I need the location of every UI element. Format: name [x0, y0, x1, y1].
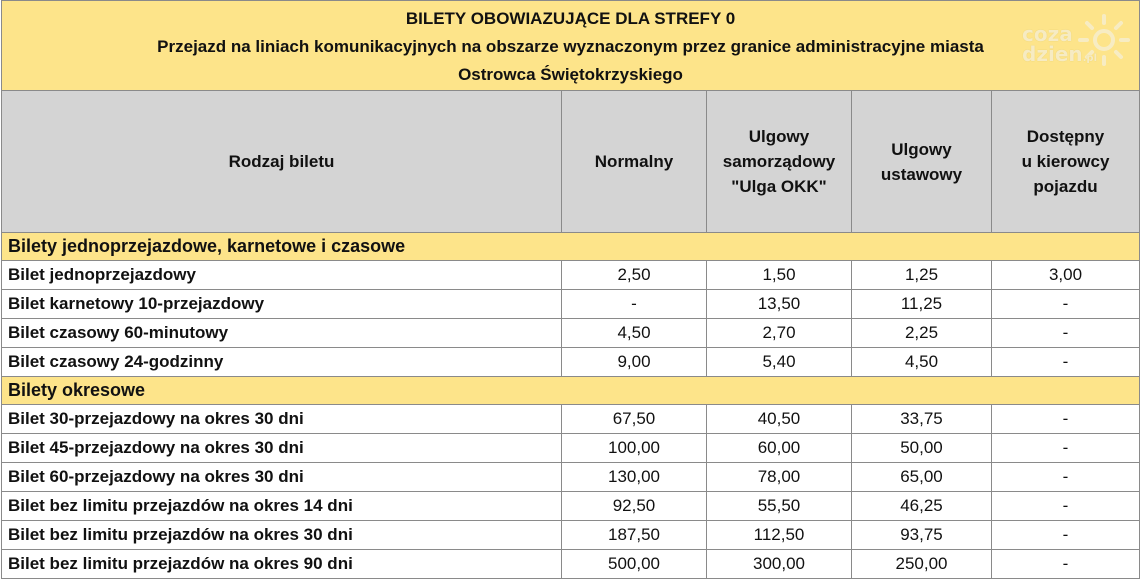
- price-normal-cell: 92,50: [562, 492, 707, 521]
- ticket-name-cell: Bilet czasowy 60-minutowy: [2, 319, 562, 348]
- price-driver-cell: -: [992, 319, 1140, 348]
- price-ustawowy-cell: 1,25: [852, 261, 992, 290]
- price-normal-cell: 130,00: [562, 463, 707, 492]
- price-normal-cell: 187,50: [562, 521, 707, 550]
- header-row: [2, 91, 1140, 233]
- table-row: [2, 348, 1140, 377]
- watermark-line2: dzien: [1022, 42, 1083, 66]
- price-ustawowy-cell: 65,00: [852, 463, 992, 492]
- price-normal-cell: 4,50: [562, 319, 707, 348]
- header-ulga-okk-line1: Ulgowy: [748, 127, 810, 146]
- table-row: [2, 521, 1140, 550]
- section-label: Bilety jednoprzejazdowe, karnetowe i czasowe: [2, 233, 1140, 261]
- title-line-1: BILETY OBOWIAZUJĄCE DLA STREFY 0: [405, 8, 736, 28]
- ticket-name-cell: Bilet jednoprzejazdowy: [2, 261, 562, 290]
- header-ustawowy-line2: ustawowy: [880, 164, 963, 184]
- table-row: [2, 492, 1140, 521]
- ticket-name-cell: Bilet 45-przejazdowy na okres 30 dni: [2, 434, 562, 463]
- ticket-name-cell: Bilet karnetowy 10-przejazdowy: [2, 290, 562, 319]
- header-normal: Normalny: [562, 91, 707, 233]
- price-normal-cell: 9,00: [562, 348, 707, 377]
- price-ustawowy-cell: 11,25: [852, 290, 992, 319]
- table-row: [2, 405, 1140, 434]
- price-driver-cell: -: [992, 434, 1140, 463]
- title-row: [2, 1, 1140, 91]
- header-ulga-okk-line3: "Ulga OKK": [731, 177, 827, 196]
- price-normal-cell: 67,50: [562, 405, 707, 434]
- price-normal-cell: 100,00: [562, 434, 707, 463]
- table-row: [2, 463, 1140, 492]
- header-ulgowy-ustawowy: [852, 91, 992, 233]
- price-ustawowy-cell: 4,50: [852, 348, 992, 377]
- price-driver-cell: -: [992, 290, 1140, 319]
- price-normal-cell: -: [562, 290, 707, 319]
- price-ustawowy-cell: 250,00: [852, 550, 992, 579]
- price-driver-cell: -: [992, 348, 1140, 377]
- price-ulga-okk-cell: 13,50: [707, 290, 852, 319]
- price-normal-cell: 500,00: [562, 550, 707, 579]
- header-ticket-type: Rodzaj biletu: [2, 91, 562, 233]
- price-normal-cell: 2,50: [562, 261, 707, 290]
- price-ustawowy-cell: 93,75: [852, 521, 992, 550]
- watermark-line1: coza: [1022, 22, 1073, 46]
- price-ulga-okk-cell: 2,70: [707, 319, 852, 348]
- header-driver-available: [992, 91, 1140, 233]
- watermark-text: [1022, 24, 1097, 69]
- section-row: [2, 377, 1140, 405]
- price-driver-cell: -: [992, 463, 1140, 492]
- watermark-logo: [1022, 10, 1134, 72]
- price-ulga-okk-cell: 300,00: [707, 550, 852, 579]
- table-row: [2, 434, 1140, 463]
- price-driver-cell: 3,00: [992, 261, 1140, 290]
- watermark-suffix: .pl: [1082, 53, 1098, 64]
- ticket-name-cell: Bilet czasowy 24-godzinny: [2, 348, 562, 377]
- header-ulga-okk-line2: samorządowy: [722, 152, 836, 171]
- price-ulga-okk-cell: 40,50: [707, 405, 852, 434]
- price-ustawowy-cell: 33,75: [852, 405, 992, 434]
- section-row: [2, 233, 1140, 261]
- ticket-name-cell: Bilet bez limitu przejazdów na okres 30 dni: [2, 521, 562, 550]
- price-ustawowy-cell: 2,25: [852, 319, 992, 348]
- price-driver-cell: -: [992, 550, 1140, 579]
- header-ulga-okk: [707, 91, 852, 233]
- header-driver-line3: pojazdu: [1033, 177, 1098, 196]
- ticket-name-cell: Bilet 60-przejazdowy na okres 30 dni: [2, 463, 562, 492]
- title-line-2: Przejazd na liniach komunikacyjnych na obszarze wyznaczonym przez granice administracyjne miasta: [157, 36, 984, 56]
- header-driver-line1: Dostępny: [1026, 127, 1105, 146]
- table-row: [2, 319, 1140, 348]
- ticket-price-table: [1, 0, 1140, 579]
- price-ulga-okk-cell: 112,50: [707, 521, 852, 550]
- header-driver-line2: u kierowcy: [1021, 152, 1110, 171]
- price-driver-cell: -: [992, 492, 1140, 521]
- table-row: [2, 290, 1140, 319]
- header-ustawowy-line1: Ulgowy: [891, 139, 952, 159]
- ticket-name-cell: Bilet bez limitu przejazdów na okres 14 dni: [2, 492, 562, 521]
- price-ulga-okk-cell: 5,40: [707, 348, 852, 377]
- ticket-name-cell: Bilet 30-przejazdowy na okres 30 dni: [2, 405, 562, 434]
- price-ustawowy-cell: 46,25: [852, 492, 992, 521]
- table-row: [2, 261, 1140, 290]
- section-label: Bilety okresowe: [2, 377, 1140, 405]
- title-line-3: Ostrowca Świętokrzyskiego: [458, 64, 683, 84]
- price-ulga-okk-cell: 78,00: [707, 463, 852, 492]
- price-ulga-okk-cell: 60,00: [707, 434, 852, 463]
- table-row: [2, 550, 1140, 579]
- price-ulga-okk-cell: 55,50: [707, 492, 852, 521]
- price-ulga-okk-cell: 1,50: [707, 261, 852, 290]
- price-driver-cell: -: [992, 521, 1140, 550]
- price-driver-cell: -: [992, 405, 1140, 434]
- price-ustawowy-cell: 50,00: [852, 434, 992, 463]
- table-title: [2, 1, 1140, 91]
- ticket-name-cell: Bilet bez limitu przejazdów na okres 90 dni: [2, 550, 562, 579]
